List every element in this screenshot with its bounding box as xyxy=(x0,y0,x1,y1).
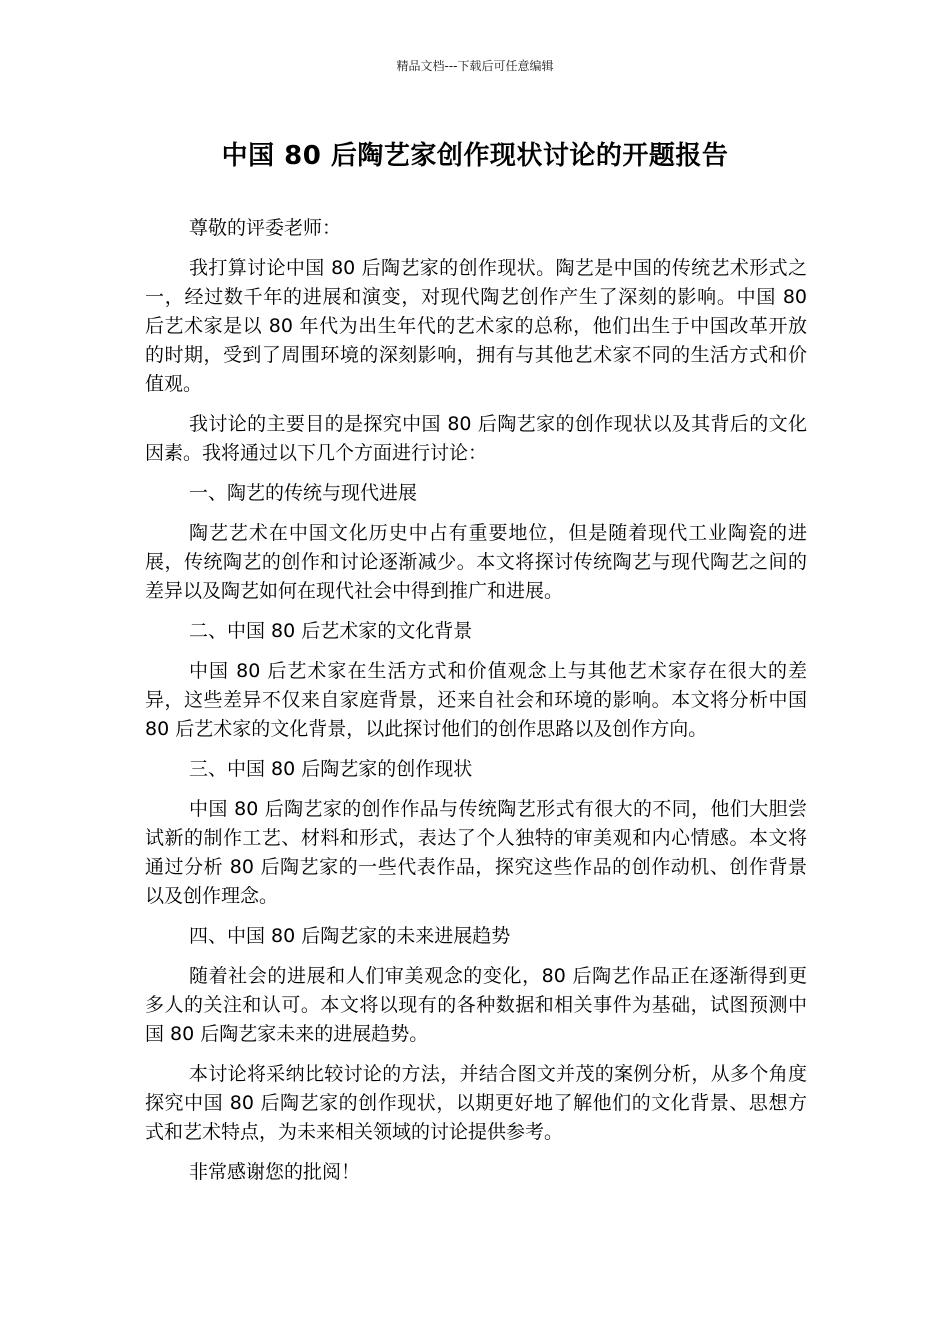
page-header: 精品文档---下载后可任意编辑 xyxy=(396,59,554,73)
closing-line: 非常感谢您的批阅！ xyxy=(189,1161,361,1183)
section-paragraph-2: 中国 80 后艺术家在生活方式和价值观念上与其他艺术家存在很大的差异，这些差异不仅来自家庭背景，还来自社会和环境的影响。本文将分析中国 80 后艺术家的文化背景，以此探讨他们的创作思路以及创作方向。 xyxy=(145,660,807,740)
section-heading-1: 一、陶艺的传统与现代进展 xyxy=(189,482,418,504)
purpose-paragraph: 我讨论的主要目的是探究中国 80 后陶艺家的创作现状以及其背后的文化因素。我将通过以下几个方面进行讨论： xyxy=(145,413,807,464)
document-title: 中国 80 后陶艺家创作现状讨论的开题报告 xyxy=(221,141,729,171)
intro-paragraph: 我打算讨论中国 80 后陶艺家的创作现状。陶艺是中国的传统艺术形式之一，经过数千年的进展和演变，对现代陶艺创作产生了深刻的影响。中国 80 后艺术家是以 80 年代为出生年代的艺术家的总称，他们出生于中国改革开放的时期，受到了周围环境的深刻影响，拥有与其他艺术家不同的生活方式和价值观。 xyxy=(145,257,807,395)
section-paragraph-3: 中国 80 后陶艺家的创作作品与传统陶艺形式有很大的不同，他们大胆尝试新的制作工艺、材料和形式，表达了个人独特的审美观和内心情感。本文将通过分析 80 后陶艺家的一些代表作品，探究这些作品的创作动机、创作背景以及创作理念。 xyxy=(145,798,807,907)
method-paragraph: 本讨论将采纳比较讨论的方法，并结合图文并茂的案例分析，从多个角度探究中国 80 后陶艺家的创作现状，以期更好地了解他们的文化背景、思想方式和艺术特点，为未来相关领域的讨论提供参考。 xyxy=(145,1063,807,1143)
document-body xyxy=(145,214,807,1198)
section-heading-2: 二、中国 80 后艺术家的文化背景 xyxy=(189,620,473,642)
section-paragraph-1: 陶艺艺术在中国文化历史中占有重要地位，但是随着现代工业陶瓷的进展，传统陶艺的创作和讨论逐渐减少。本文将探讨传统陶艺与现代陶艺之间的差异以及陶艺如何在现代社会中得到推广和进展。 xyxy=(145,522,807,602)
section-heading-4: 四、中国 80 后陶艺家的未来进展趋势 xyxy=(189,925,511,947)
section-heading-3: 三、中国 80 后陶艺家的创作现状 xyxy=(189,758,473,780)
section-paragraph-4: 随着社会的进展和人们审美观念的变化，80 后陶艺作品正在逐渐得到更多人的关注和认可。本文将以现有的各种数据和相关事件为基础，试图预测中国 80 后陶艺家未来的进展趋势。 xyxy=(145,965,807,1045)
salutation: 尊敬的评委老师： xyxy=(189,217,342,239)
